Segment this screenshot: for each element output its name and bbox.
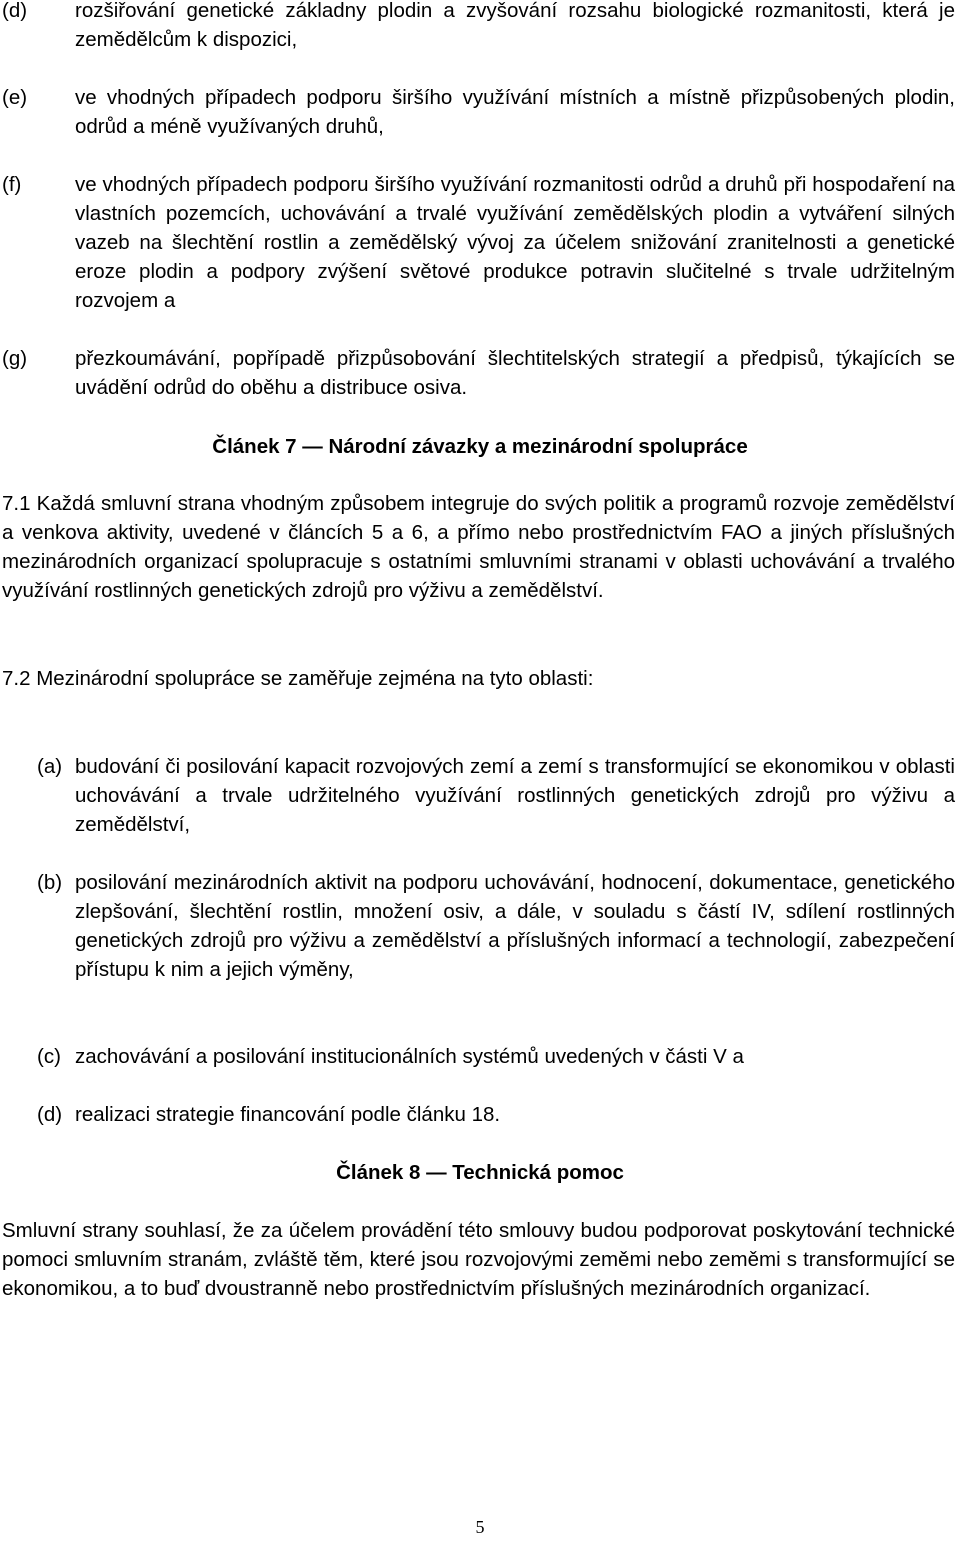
list-item-text: ve vhodných případech podporu širšího využívání rozmanitosti odrůd a druhů při hospodaření na vlastních pozemcích, uchovávání a trvalé využívání zemědělských plodin a vytváření silných vazeb na šlechtění rostlin a zemědělský vývoj za účelem snižování zranitelnosti a genetické eroze plodin a podpory zvýšení světové produkce potravin slučitelné s trvale udržitelným rozvojem a — [75, 173, 955, 312]
list-item-a — [37, 752, 955, 839]
list-item-d — [2, 0, 955, 54]
paragraph-7-2: 7.2 Mezinárodní spolupráce se zaměřuje zejména na tyto oblasti: — [2, 667, 594, 690]
page-number: 5 — [475, 1517, 485, 1537]
list-item-text: přezkoumávání, popřípadě přizpůsobování šlechtitelských strategií a předpisů, týkajících se uvádění odrůd do oběhu a distribuce osiva. — [75, 347, 955, 399]
list-item-text: ve vhodných případech podporu širšího využívání místních a místně přizpůsobených plodin, odrůd a méně využívaných druhů, — [75, 86, 955, 138]
list-item-f — [2, 170, 955, 315]
list-item-b — [37, 868, 955, 984]
list-item-label: (d) — [37, 1103, 63, 1126]
list-item-d2 — [37, 1100, 955, 1129]
list-item-c — [37, 1042, 955, 1071]
list-item-label: (d) — [2, 0, 28, 22]
list-item-label: (g) — [2, 347, 28, 370]
list-item-text: rozšiřování genetické základny plodin a zvyšování rozsahu biologické rozmanitosti, která je zemědělcům k dispozici, — [75, 0, 955, 51]
list-item-text: zachovávání a posilování institucionálních systémů uvedených v části V a — [75, 1045, 744, 1068]
paragraph-7-1: 7.1 Každá smluvní strana vhodným způsobem integruje do svých politik a programů rozvoje zemědělství a venkova aktivity, uvedené v článcích 5 a 6, a přímo nebo prostřednictvím FAO a jiných příslušných mezinárodních organizací spolupracuje s ostatními smluvními stranami v oblasti uchovávání a trvalého využívání rostlinných genetických zdrojů pro výživu a zemědělství. — [2, 492, 955, 602]
article-8-heading: Článek 8 — Technická pomoc — [336, 1161, 624, 1184]
list-item-label: (a) — [37, 755, 63, 778]
list-item-text: budování či posilování kapacit rozvojových zemí a zemí s transformující se ekonomikou v oblasti uchovávání a trvale udržitelného využívání rostlinných genetických zdrojů pro výživu a zemědělství, — [75, 755, 955, 836]
list-item-e — [2, 83, 955, 141]
list-item-label: (b) — [37, 871, 63, 894]
list-item-g — [2, 344, 955, 402]
list-item-label: (c) — [37, 1045, 61, 1068]
list-item-text: posilování mezinárodních aktivit na podporu uchovávání, hodnocení, dokumentace, genetického zlepšování, šlechtění rostlin, množení osiv, a dále, v souladu s částí IV, sdílení rostlinných genetických zdrojů pro výživu a zemědělství a příslušných informací a technologií, zabezpečení přístupu k nim a jejich výměny, — [75, 871, 955, 981]
list-item-label: (f) — [2, 173, 22, 196]
paragraph-article-8: Smluvní strany souhlasí, že za účelem provádění této smlouvy budou podporovat poskytování technické pomoci smluvním stranám, zvláště těm, které jsou rozvojovými zeměmi nebo zeměmi s transformující se ekonomikou, a to buď dvoustranně nebo prostřednictvím příslušných mezinárodních organizací. — [2, 1219, 955, 1300]
list-item-text: realizaci strategie financování podle článku 18. — [75, 1103, 501, 1126]
list-item-label: (e) — [2, 86, 28, 109]
article-7-heading: Článek 7 — Národní závazky a mezinárodní spolupráce — [212, 435, 748, 458]
